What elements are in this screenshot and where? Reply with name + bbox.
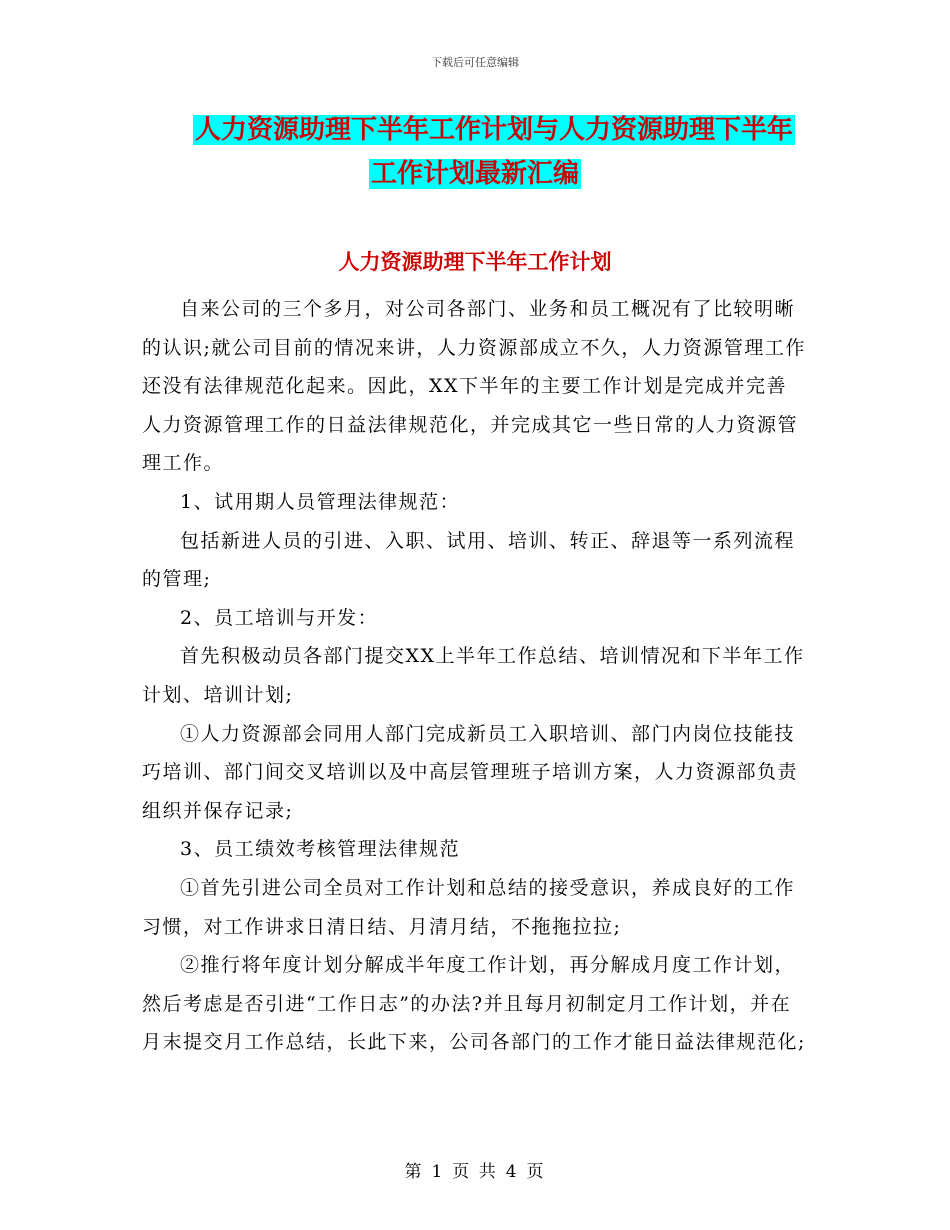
- paragraph-intro: 自来公司的三个多月，对公司各部门、业务和员工概况有了比较明晰的认识;就公司目前的情况来讲，人力资源部成立不久，人力资源管理工作还没有法律规范化起来。因此，XX下半年的主要工作计划是完成并完善人力资源管理工作的日益法律规范化，并完成其它一些日常的人力资源管理工作。: [142, 298, 806, 475]
- paragraph: ①人力资源部会同用人部门完成新员工入职培训、部门内岗位技能技巧培训、部门间交叉培训以及中高层管理班子培训方案，人力资源部负责组织并保存记录;: [142, 722, 799, 822]
- footer-prefix: 第: [404, 1162, 424, 1182]
- footer-mid: 页 共: [452, 1162, 498, 1182]
- title-line-1: [140, 108, 810, 152]
- document-title: [140, 108, 810, 196]
- header-note: 下载后可任意编辑: [431, 56, 519, 69]
- footer-total-pages: 4: [505, 1162, 519, 1182]
- paragraph: 包括新进人员的引进、入职、试用、培训、转正、辞退等一系列流程的管理;: [142, 529, 796, 591]
- paragraph-heading-2: 2、员工培训与开发：: [180, 606, 379, 629]
- paragraph-heading-1: 1、试用期人员管理法律规范：: [180, 490, 461, 513]
- title-line-2-text: 工作计划最新汇编: [370, 159, 579, 189]
- footer-suffix: 页: [526, 1162, 546, 1182]
- document-body: [142, 290, 807, 1062]
- paragraph: ②推行将年度计划分解成半年度工作计划，再分解成月度工作计划，然后考虑是否引进“工作日志”的办法?并且每月初制定月工作计划，并在月末提交月工作总结，长此下来，公司各部门的工作才能日益法律规范化;: [142, 954, 806, 1054]
- paragraph: 首先积极动员各部门提交XX上半年工作总结、培训情况和下半年工作计划、培训计划;: [142, 645, 805, 706]
- footer-page-number: 1: [431, 1162, 445, 1182]
- page-footer: [0, 1157, 950, 1182]
- title-line-2: [140, 152, 810, 196]
- paragraph-heading-3: 3、员工绩效考核管理法律规范: [180, 838, 461, 861]
- section-title: 人力资源助理下半年工作计划: [338, 250, 612, 274]
- title-line-1-text: 人力资源助理下半年工作计划与人力资源助理下半年: [195, 115, 794, 145]
- paragraph: ①首先引进公司全员对工作计划和总结的接受意识，养成良好的工作习惯，对工作讲求日清日结、月清月结，不拖拖拉拉;: [142, 876, 796, 938]
